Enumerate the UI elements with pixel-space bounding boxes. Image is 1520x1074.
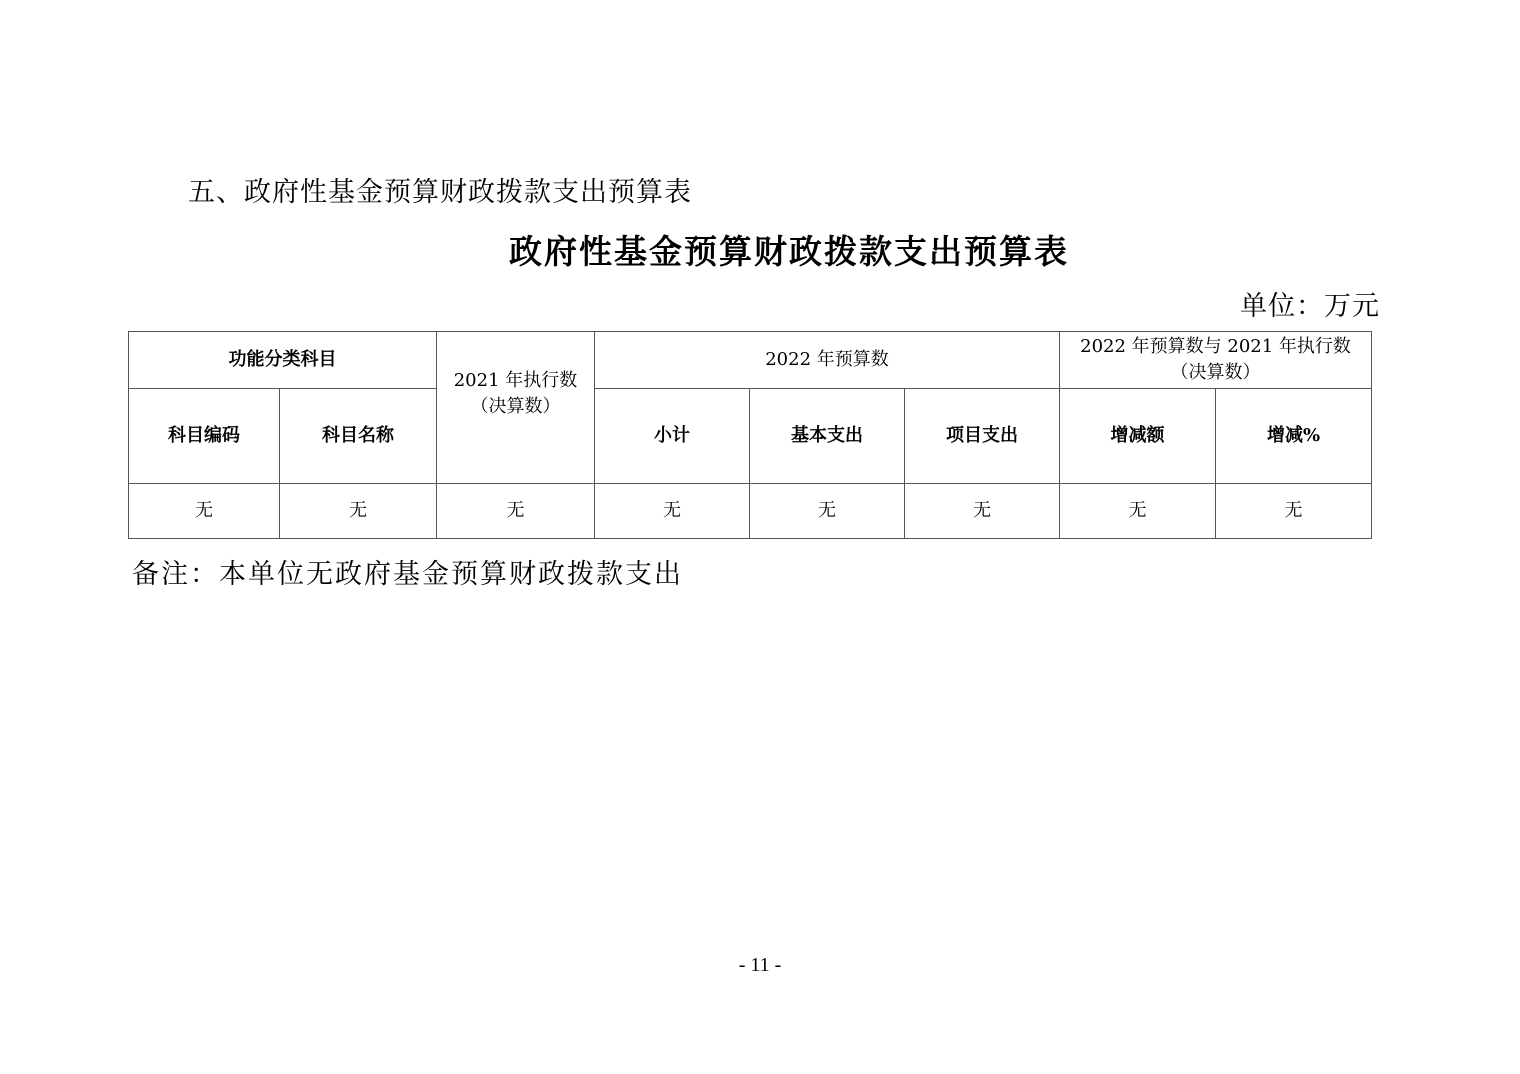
cell: 无 <box>905 484 1060 539</box>
header-compare-line1: 2022 年预算数与 2021 年执行数 <box>1080 336 1351 357</box>
header-budget: 2022 年预算数 <box>595 332 1060 389</box>
section-heading: 五、政府性基金预算财政拨款支出预算表 <box>188 177 692 208</box>
cell: 无 <box>750 484 905 539</box>
col-change: 增减额 <box>1060 389 1216 484</box>
cell: 无 <box>595 484 750 539</box>
header-compare <box>1060 332 1372 389</box>
unit-label: 单位：万元 <box>1240 291 1380 322</box>
note: 备注：本单位无政府基金预算财政拨款支出 <box>132 559 683 590</box>
document-title: 政府性基金预算财政拨款支出预算表 <box>509 232 1069 271</box>
col-project: 项目支出 <box>905 389 1060 484</box>
col-basic: 基本支出 <box>750 389 905 484</box>
header-exec-line2: （决算数） <box>470 396 561 417</box>
cell: 无 <box>129 484 280 539</box>
header-exec-line1: 2021 年执行数 <box>453 370 578 391</box>
cell: 无 <box>280 484 437 539</box>
col-code: 科目编码 <box>129 389 280 484</box>
col-change-pct: 增减% <box>1216 389 1372 484</box>
budget-table <box>128 331 1372 539</box>
header-exec <box>437 332 595 484</box>
header-functional: 功能分类科目 <box>129 332 437 389</box>
cell: 无 <box>1216 484 1372 539</box>
page-number: - 11 - <box>738 954 782 976</box>
cell: 无 <box>437 484 595 539</box>
header-row-1 <box>129 332 1372 389</box>
table-row <box>129 484 1372 539</box>
header-compare-line2: （决算数） <box>1170 362 1261 383</box>
header-row-2 <box>129 389 1372 484</box>
col-subtotal: 小计 <box>595 389 750 484</box>
col-name: 科目名称 <box>280 389 437 484</box>
cell: 无 <box>1060 484 1216 539</box>
